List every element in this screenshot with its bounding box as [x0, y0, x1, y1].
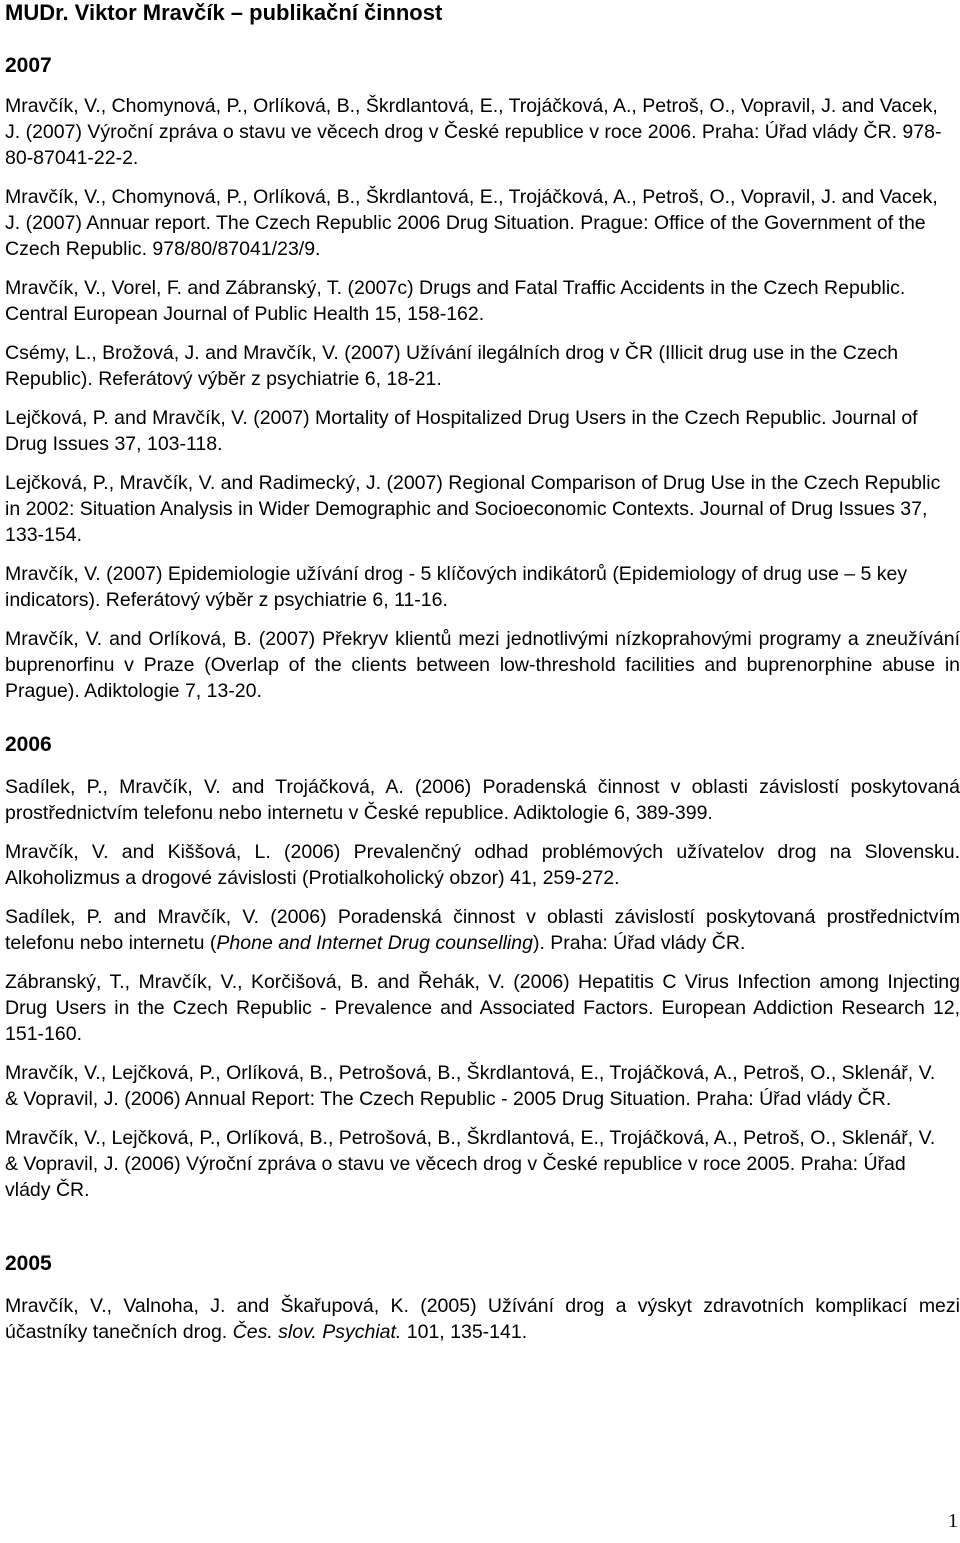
year-heading-2007: 2007 — [5, 54, 52, 77]
publication-entry: Lejčková, P., Mravčík, V. and Radimecký, J. (2007) Regional Comparison of Drug Use in the Czech Republic in 2002: Situation Analysis in Wider Demographic and Socioeconomic Contexts. Journal of Drug Issues 37, 133-154. — [5, 472, 941, 546]
publication-entry: Mravčík, V., Chomynová, P., Orlíková, B., Škrdlantová, E., Trojáčková, A., Petroš, O., Vopravil, J. and Vacek, J. (2007) Annuar report. The Czech Republic 2006 Drug Situation. Prague: Office of the Government of the Czech Republic. 978/80/87041/23/9. — [5, 186, 938, 260]
publication-entry: Mravčík, V., Valnoha, J. and Škařupová, K. (2005) Užívání drog a výskyt zdravotních komplikací mezi účastníky tanečních drog. Čes. slov. Psychiat. 101, 135-141. — [5, 1295, 960, 1343]
document-page — [5, 0, 960, 1345]
publication-entry: Csémy, L., Brožová, J. and Mravčík, V. (2007) Užívání ilegálních drog v ČR (Illicit drug use in the Czech Republic). Referátový výběr z psychiatrie 6, 18-21. — [5, 342, 899, 390]
publication-entry: Mravčík, V. and Orlíková, B. (2007) Překryv klientů mezi jednotlivými nízkoprahovými programy a zneužívání buprenorfinu v Praze (Overlap of the clients between low-threshold facilities and buprenorphine abuse in Prague). Adiktologie 7, 13-20. — [5, 628, 960, 702]
publication-entry: Mravčík, V., Chomynová, P., Orlíková, B., Škrdlantová, E., Trojáčková, A., Petroš, O., Vopravil, J. and Vacek, J. (2007) Výroční zpráva o stavu ve věcech drog v České republice v roce 2006. Praha: Úřad vlády ČR. 978-80-87041-22-2. — [5, 95, 942, 169]
publication-entry: Mravčík, V., Lejčková, P., Orlíková, B., Petrošová, B., Škrdlantová, E., Trojáčková, A., Petroš, O., Sklenář, V. & Vopravil, J. (2006) Annual Report: The Czech Republic - 2005 Drug Situation. Praha: Úřad vlády ČR. — [5, 1062, 936, 1110]
year-heading-2005: 2005 — [5, 1252, 52, 1275]
publication-entry: Sadílek, P., Mravčík, V. and Trojáčková, A. (2006) Poradenská činnost v oblasti závislostí poskytovaná prostřednictvím telefonu nebo internetu v České republice. Adiktologie 6, 389-399. — [5, 776, 960, 824]
publication-entry: Mravčík, V., Lejčková, P., Orlíková, B., Petrošová, B., Škrdlantová, E., Trojáčková, A., Petroš, O., Sklenář, V. & Vopravil, J. (2006) Výroční zpráva o stavu ve věcech drog v České republice v roce 2005. Praha: Úřad vlády ČR. — [5, 1127, 936, 1201]
italic-fragment: Čes. slov. Psychiat. — [232, 1321, 402, 1343]
publication-entry: Sadílek, P. and Mravčík, V. (2006) Poradenská činnost v oblasti závislostí poskytovaná prostřednictvím telefonu nebo internetu (Phone and Internet Drug counselling). Praha: Úřad vlády ČR. — [5, 906, 960, 954]
publication-entry: Mravčík, V. and Kiššová, L. (2006) Prevalenčný odhad problémových užívatelov drog na Slovensku. Alkoholizmus a drogové závislosti (Protialkoholický obzor) 41, 259-272. — [5, 841, 960, 889]
document-title: MUDr. Viktor Mravčík – publikační činnost — [5, 0, 443, 25]
year-heading-2006: 2006 — [5, 733, 52, 756]
publication-entry: Mravčík, V., Vorel, F. and Zábranský, T. (2007c) Drugs and Fatal Traffic Accidents in the Czech Republic. Central European Journal of Public Health 15, 158-162. — [5, 277, 906, 325]
page-number: 1 — [948, 1510, 958, 1532]
italic-fragment: Phone and Internet Drug counselling — [216, 932, 533, 954]
publication-entry: Lejčková, P. and Mravčík, V. (2007) Mortality of Hospitalized Drug Users in the Czech Republic. Journal of Drug Issues 37, 103-118. — [5, 407, 918, 455]
publication-entry: Mravčík, V. (2007) Epidemiologie užívání drog - 5 klíčových indikátorů (Epidemiology of drug use – 5 key indicators). Referátový výběr z psychiatrie 6, 11-16. — [5, 563, 908, 611]
publication-entry: Zábranský, T., Mravčík, V., Korčišová, B. and Řehák, V. (2006) Hepatitis C Virus Infection among Injecting Drug Users in the Czech Republic - Prevalence and Associated Factors. European Addiction Research 12, 151-160. — [5, 971, 960, 1045]
